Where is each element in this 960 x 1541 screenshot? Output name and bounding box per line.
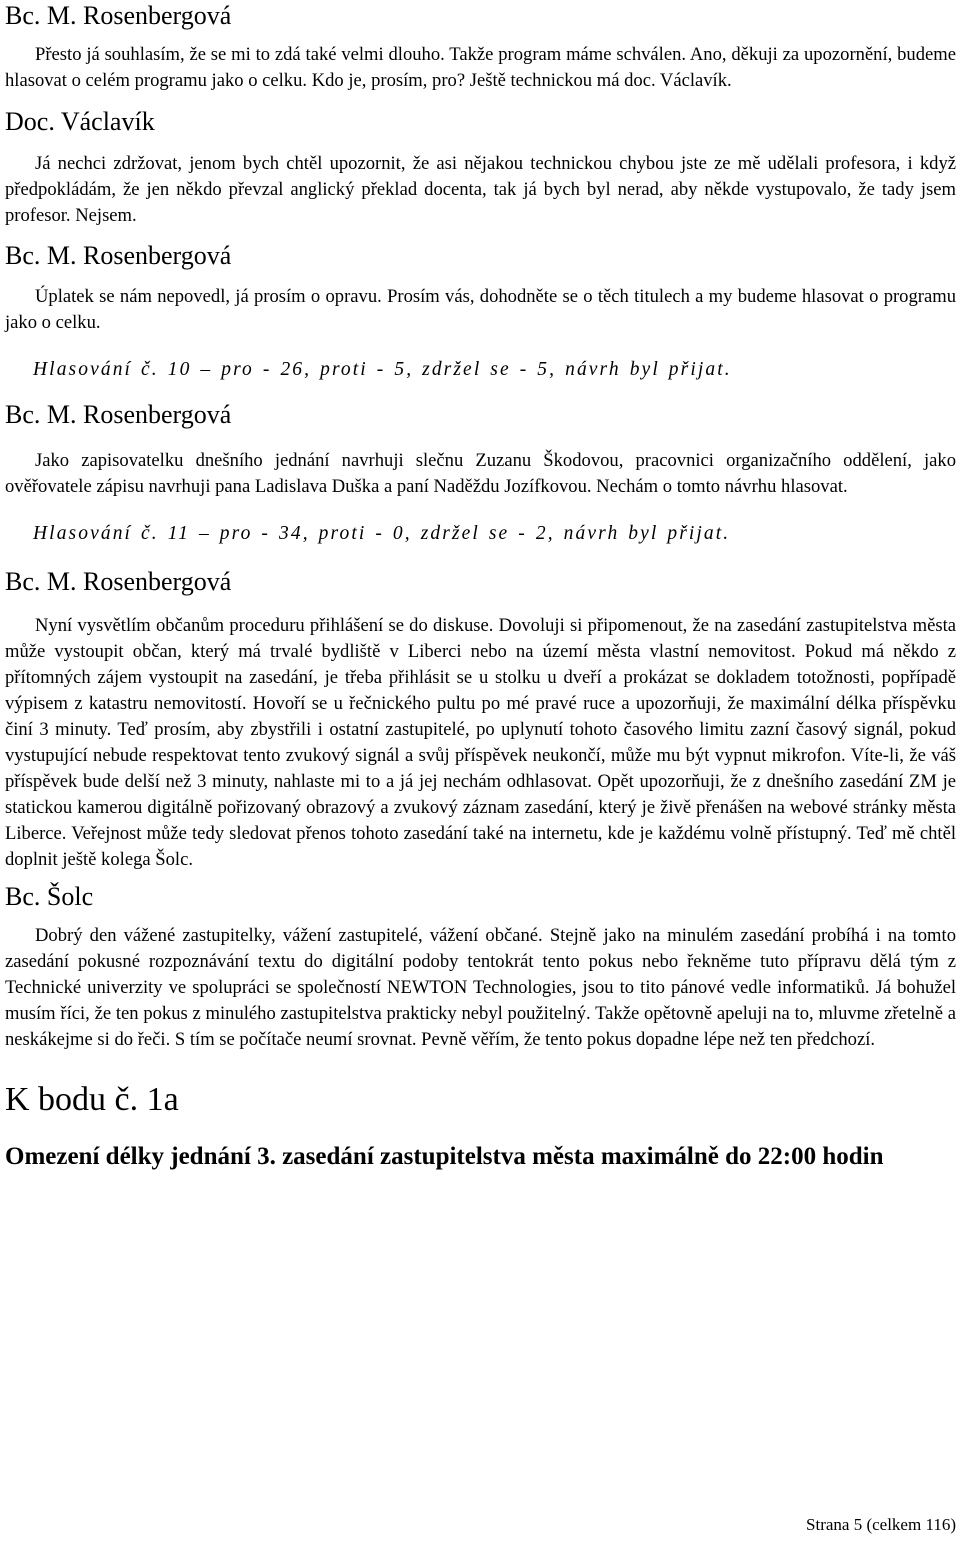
section-title: K bodu č. 1a [5,1081,179,1118]
speaker-heading: Bc. M. Rosenbergová [5,1,232,30]
paragraph: Dobrý den vážené zastupitelky, vážení zastupitelé, vážení občané. Stejně jako na minulém zasedání probíhá i na tomto zasedání pokusné rozpoznávání textu do digitální podoby tentokrát tento pokus nebo řekněme tuto přípravu dělá tým z Technické univerzity ve spolupráci se společností NEWTON Technologies, jsou to tito pánové vedle informatiků. Já bohužel musím říci, že ten pokus z minulého zastupitelstva prakticky nebyl použitelný. Takže opětovně apeluji na to, mluvme zřetelně a neskákejme si do řeči. S tím se počítače neumí srovnat. Pevně věřím, že tento pokus dopadne lépe než ten předchozí. [5,925,956,1050]
paragraph: Nyní vysvětlím občanům proceduru přihlášení se do diskuse. Dovoluji si připomenout, že na zasedání zastupitelstva města může vystoupit občan, který má trvalé bydliště v Liberci nebo na území města vlastní nemovitost. Pokud má někdo z přítomných zájem vystoupit na zasedání, je třeba přihlásit se u stolku u dveří a prokázat se dokladem totožnosti, popřípadě výpisem z katastru nemovitostí. Hovoří se u řečnického pultu po mé pravé ruce a upozorňuji, že maximální délka příspěvku činí 3 minuty. Teď prosím, aby zbystřili i ostatní zastupitelé, po uplynutí tohoto časového limitu zazní časový signál, pokud vystupující nebude respektovat tento zvukový signál a svůj příspěvek neukončí, může mu být vypnut mikrofon. Víte-li, že váš příspěvek bude delší než 3 minuty, nahlaste mi to a já jej nechám odhlasovat. Opět upozorňuji, že z dnešního zasedání ZM je statickou kamerou digitálně pořizovaný obrazový a zvukový záznam zasedání, který je živě přenášen na webové stránky města Liberce. Veřejnost může tedy sledovat přenos tohoto zasedání také na internetu, kde je každému volně přístupný. Teď mě chtěl doplnit ještě kolega Šolc. [5,615,956,870]
speaker-heading: Bc. M. Rosenbergová [5,241,232,270]
section-subtitle: Omezení délky jednání 3. zasedání zastupitelstva města maximálně do 22:00 hodin [5,1143,884,1170]
speaker-heading: Bc. M. Rosenbergová [5,567,232,596]
vote-result: Hlasování č. 11 – pro - 34, proti - 0, zdržel se - 2, návrh byl přijat. [33,523,731,544]
page-number: Strana 5 (celkem 116) [806,1515,956,1534]
speaker-heading: Doc. Václavík [5,107,155,136]
vote-result: Hlasování č. 10 – pro - 26, proti - 5, zdržel se - 5, návrh byl přijat. [33,359,732,380]
paragraph: Já nechci zdržovat, jenom bych chtěl upozornit, že asi nějakou technickou chybou jste ze mě udělali profesora, i když předpokládám, že jen někdo převzal anglický překlad docenta, tak já bych byl nerad, aby někde vystupovalo, že tady jsem profesor. Nejsem. [5,153,956,226]
speaker-heading: Bc. Šolc [5,882,94,911]
document-page [5,0,956,1174]
paragraph: Jako zapisovatelku dnešního jednání navrhuji slečnu Zuzanu Škodovou, pracovnici organizačního oddělení, jako ověřovatele zápisu navrhuji pana Ladislava Duška a paní Naděždu Jozífkovou. Nechám o tomto návrhu hlasovat. [5,450,956,497]
speaker-heading: Bc. M. Rosenbergová [5,400,232,429]
paragraph: Úplatek se nám nepovedl, já prosím o opravu. Prosím vás, dohodněte se o těch titulech a my budeme hlasovat o programu jako o celku. [5,286,956,333]
paragraph: Přesto já souhlasím, že se mi to zdá také velmi dlouho. Takže program máme schválen. Ano, děkuji za upozornění, budeme hlasovat o celém programu jako o celku. Kdo je, prosím, pro? Ještě technickou má doc. Václavík. [5,44,956,91]
